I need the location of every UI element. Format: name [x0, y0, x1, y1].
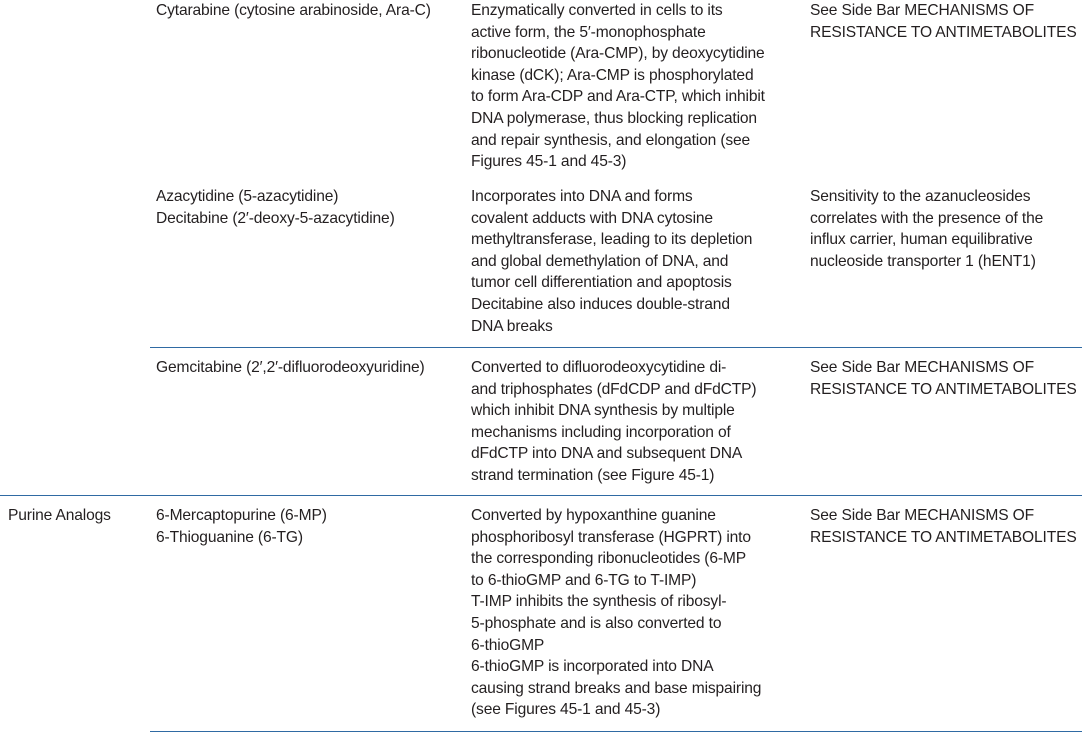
drug-cell [156, 186, 395, 229]
section-divider [0, 495, 1082, 496]
mechanism-line: phosphoribosyl transferase (HGPRT) into [471, 528, 751, 546]
resistance-cell [810, 357, 1077, 400]
resistance-line: RESISTANCE TO ANTIMETABOLITES [810, 528, 1077, 546]
mechanism-line: Figures 45-1 and 45-3) [471, 153, 627, 171]
drug-cell [156, 357, 425, 379]
mechanism-line: the corresponding ribonucleotides (6-MP [471, 550, 746, 568]
mechanism-line: 5-phosphate and is also converted to [471, 614, 722, 632]
mechanism-line: ribonucleotide (Ara-CMP), by deoxycytidine [471, 45, 765, 63]
drug-name: Decitabine (2′-deoxy-5-azacytidine) [156, 209, 395, 227]
category-cell [8, 505, 111, 527]
mechanism-line: methyltransferase, leading to its depletion [471, 231, 753, 249]
mechanism-line: mechanisms including incorporation of [471, 423, 731, 441]
resistance-line: correlates with the presence of the [810, 209, 1044, 227]
mechanism-line: (see Figures 45-1 and 45-3) [471, 701, 661, 719]
drug-name: Cytarabine (cytosine arabinoside, Ara-C) [156, 2, 431, 19]
mechanism-line: and triphosphates (dFdCDP and dFdCTP) [471, 380, 757, 398]
mechanism-line: DNA polymerase, thus blocking replication [471, 109, 757, 127]
category-label: Purine Analogs [8, 507, 111, 524]
mechanism-cell [471, 186, 752, 337]
resistance-line: nucleoside transporter 1 (hENT1) [810, 252, 1036, 270]
mechanism-line: strand termination (see Figure 45-1) [471, 466, 715, 484]
mechanism-line: T-IMP inhibits the synthesis of ribosyl- [471, 593, 727, 611]
resistance-cell [810, 186, 1043, 272]
mechanism-line: active form, the 5′-monophosphate [471, 23, 706, 41]
drug-cell [156, 0, 431, 22]
mechanism-line: which inhibit DNA synthesis by multiple [471, 402, 735, 420]
mechanism-line: and global demethylation of DNA, and [471, 252, 729, 270]
row-divider [150, 347, 1082, 348]
drug-name: 6-Thioguanine (6-TG) [156, 528, 303, 546]
drug-name: Gemcitabine (2′,2′-difluorodeoxyuridine) [156, 359, 425, 376]
mechanism-line: 6-thioGMP [471, 636, 545, 654]
mechanism-line: Converted by hypoxanthine guanine [471, 507, 716, 524]
row-divider [150, 731, 1082, 732]
drug-name: 6-Mercaptopurine (6-MP) [156, 507, 327, 524]
resistance-line: RESISTANCE TO ANTIMETABOLITES [810, 380, 1077, 398]
mechanism-line: tumor cell differentiation and apoptosis [471, 274, 732, 292]
drug-cell [156, 505, 327, 548]
mechanism-line: dFdCTP into DNA and subsequent DNA [471, 445, 743, 463]
mechanism-line: DNA breaks [471, 317, 553, 335]
mechanism-line: kinase (dCK); Ara-CMP is phosphorylated [471, 66, 754, 84]
resistance-line: RESISTANCE TO ANTIMETABOLITES [810, 23, 1077, 41]
resistance-line: Sensitivity to the azanucleosides [810, 188, 1031, 205]
resistance-line: See Side Bar MECHANISMS OF [810, 507, 1035, 524]
mechanism-line: and repair synthesis, and elongation (see [471, 131, 751, 149]
mechanism-line: 6-thioGMP is incorporated into DNA [471, 658, 714, 676]
mechanism-line: to form Ara-CDP and Ara-CTP, which inhibit [471, 88, 765, 106]
mechanism-line: Converted to difluorodeoxycytidine di- [471, 359, 727, 376]
resistance-cell [810, 505, 1077, 548]
mechanism-line: causing strand breaks and base mispairing [471, 679, 762, 697]
mechanism-line: covalent adducts with DNA cytosine [471, 209, 713, 227]
resistance-cell [810, 0, 1077, 43]
resistance-line: See Side Bar MECHANISMS OF [810, 359, 1035, 376]
mechanism-line: to 6-thioGMP and 6-TG to T-IMP) [471, 571, 697, 589]
resistance-line: influx carrier, human equilibrative [810, 231, 1033, 249]
mechanism-cell [471, 0, 765, 173]
mechanism-line: Decitabine also induces double-strand [471, 295, 730, 313]
drug-name: Azacytidine (5-azacytidine) [156, 188, 339, 205]
mechanism-cell [471, 505, 761, 721]
mechanism-line: Incorporates into DNA and forms [471, 188, 693, 205]
mechanism-line: Enzymatically converted in cells to its [471, 2, 723, 19]
mechanism-cell [471, 357, 756, 487]
resistance-line: See Side Bar MECHANISMS OF [810, 2, 1035, 19]
